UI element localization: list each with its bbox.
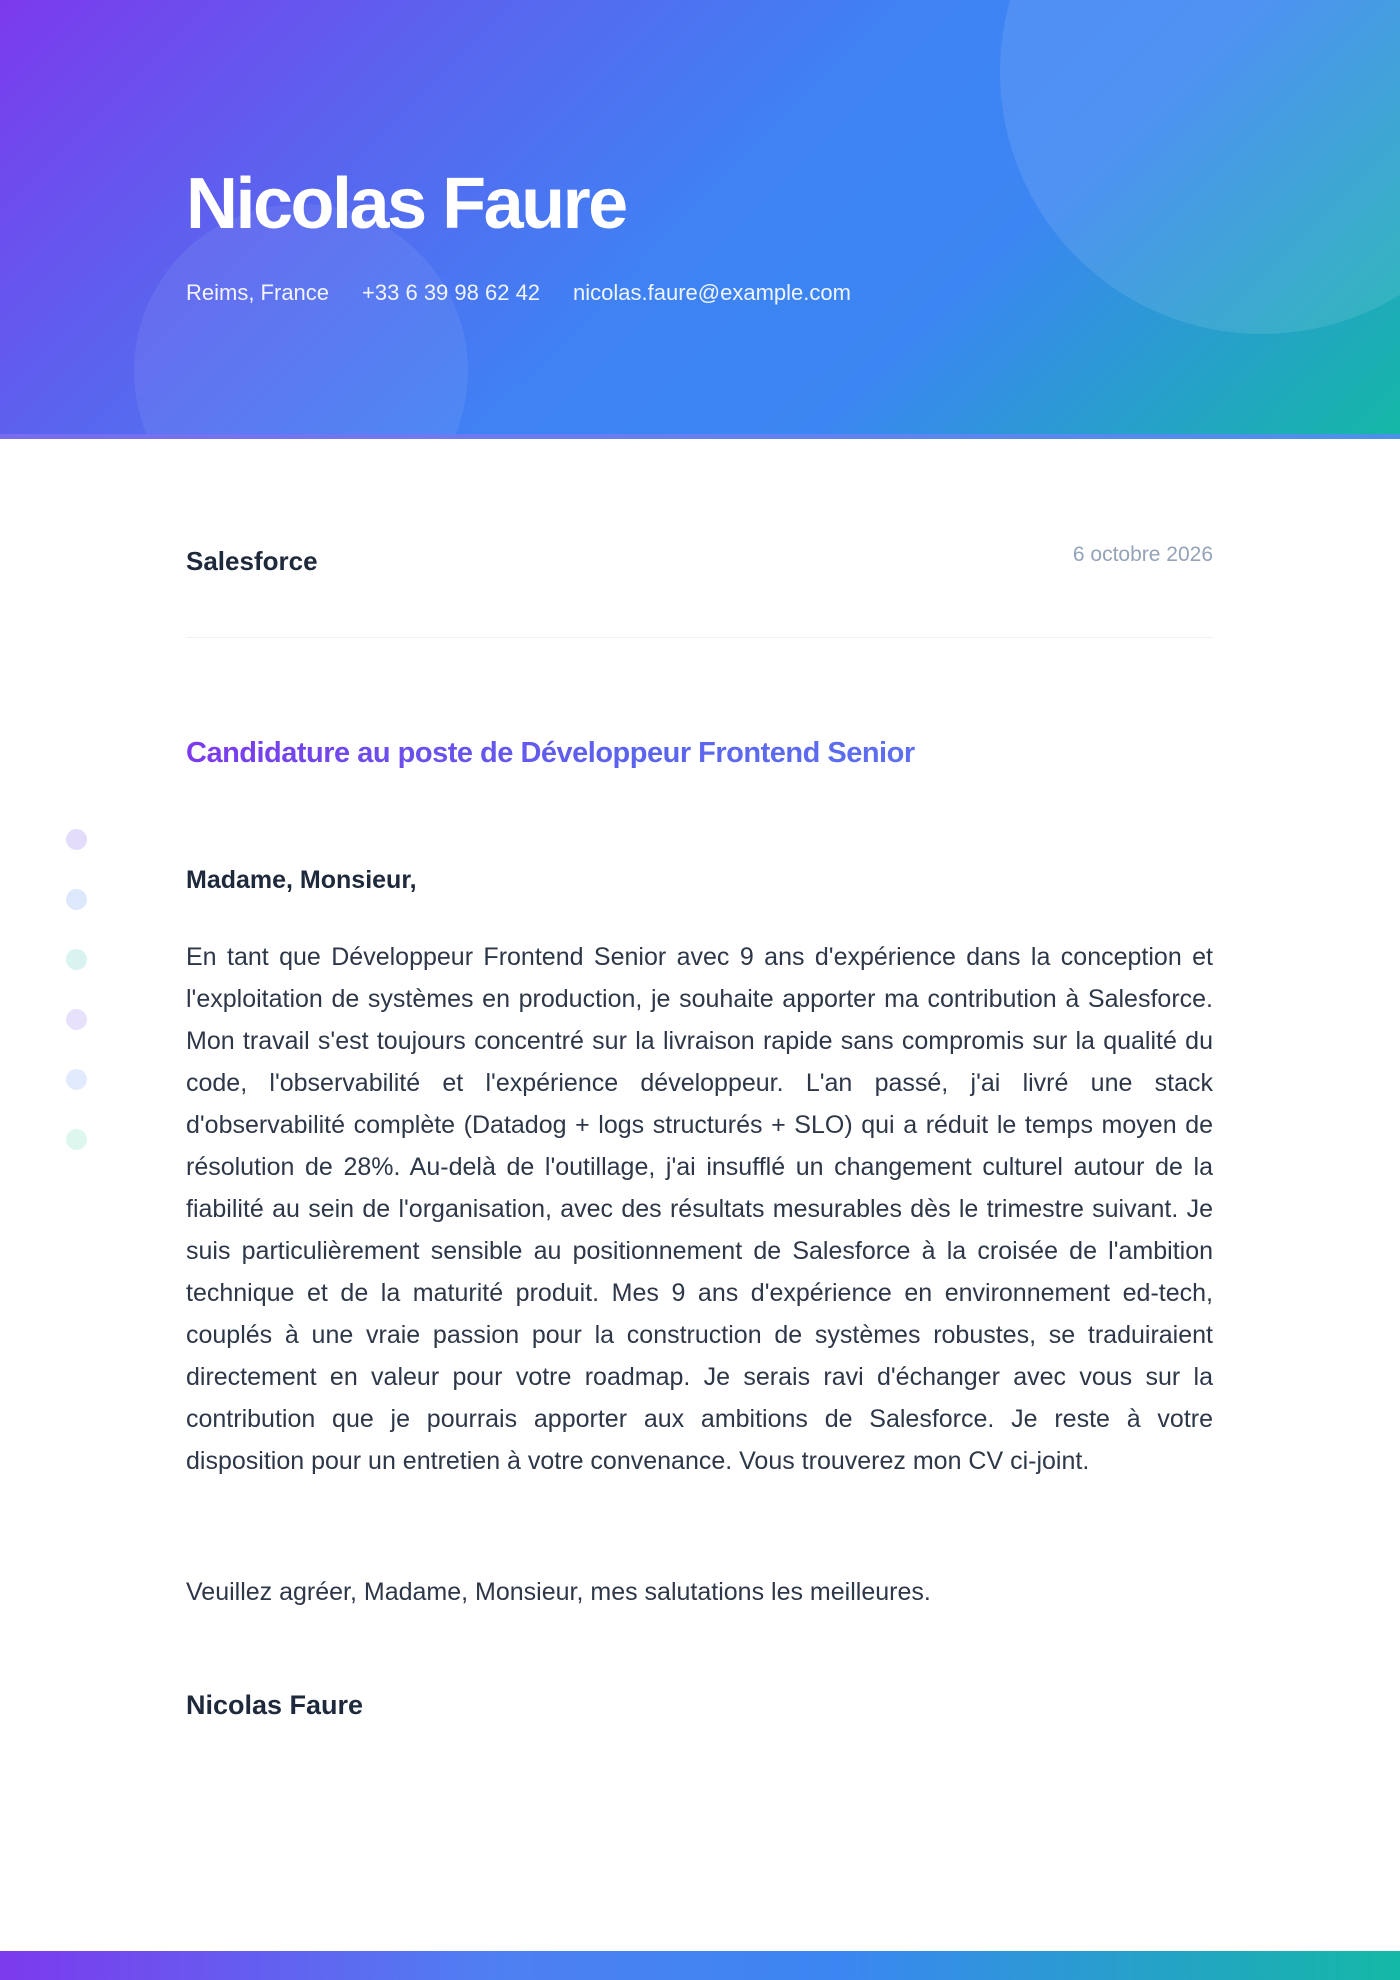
footer-gradient-bar xyxy=(0,1951,1400,1980)
decorative-dot xyxy=(66,829,87,850)
contact-info xyxy=(186,280,851,306)
contact-location: Reims, France xyxy=(186,280,330,305)
letter-subject: Candidature au poste de Développeur Frontend Senior xyxy=(186,737,915,769)
signature: Nicolas Faure xyxy=(186,1690,364,1720)
recipient-company: Salesforce xyxy=(186,546,318,576)
decorative-dot xyxy=(66,1129,87,1150)
letter-body: En tant que Développeur Frontend Senior avec 9 ans d'expérience dans la conception et l'exploitation de systèmes en production, je souhaite apporter ma contribution à Salesforce. Mon travail s'est toujours concentré sur la livraison rapide sans compromis sur la qualité du code, l'observabilité et l'expérience développeur. L'an passé, j'ai livré une stack d'observabilité complète (Datadog + logs structurés + SLO) qui a réduit le temps moyen de résolution de 28%. Au-delà de l'outillage, j'ai insufflé un changement culturel autour de la fiabilité au sein de l'organisation, avec des résultats mesurables dès le trimestre suivant. Je suis particulièrement sensible au positionnement de Salesforce à la croisée de l'ambition technique et de la maturité produit. Mes 9 ans d'expérience en environnement ed-tech, couplés à une vraie passion pour la construction de systèmes robustes, se traduiraient directement en valeur pour votre roadmap. Je serais ravi d'échanger avec vous sur la contribution que je pourrais apporter aux ambitions de Salesforce. Je reste à votre disposition pour un entretien à votre convenance. Vous trouverez mon CV ci-joint. xyxy=(186,943,1213,1475)
decorative-dot xyxy=(66,1069,87,1090)
decorative-dot xyxy=(66,1009,87,1030)
header-bottom-line xyxy=(0,434,1400,439)
decorative-circle-large xyxy=(1000,0,1400,334)
decorative-dot xyxy=(66,889,87,910)
contact-email: nicolas.faure@example.com xyxy=(573,280,851,305)
contact-phone: +33 6 39 98 62 42 xyxy=(362,280,541,305)
letter-date: 6 octobre 2026 xyxy=(1072,543,1213,566)
header-banner xyxy=(0,0,1400,439)
divider xyxy=(186,637,1213,638)
applicant-name: Nicolas Faure xyxy=(186,164,626,244)
salutation: Madame, Monsieur, xyxy=(186,866,417,894)
closing-line: Veuillez agréer, Madame, Monsieur, mes salutations les meilleures. xyxy=(186,1578,931,1606)
decorative-dot xyxy=(66,949,87,970)
